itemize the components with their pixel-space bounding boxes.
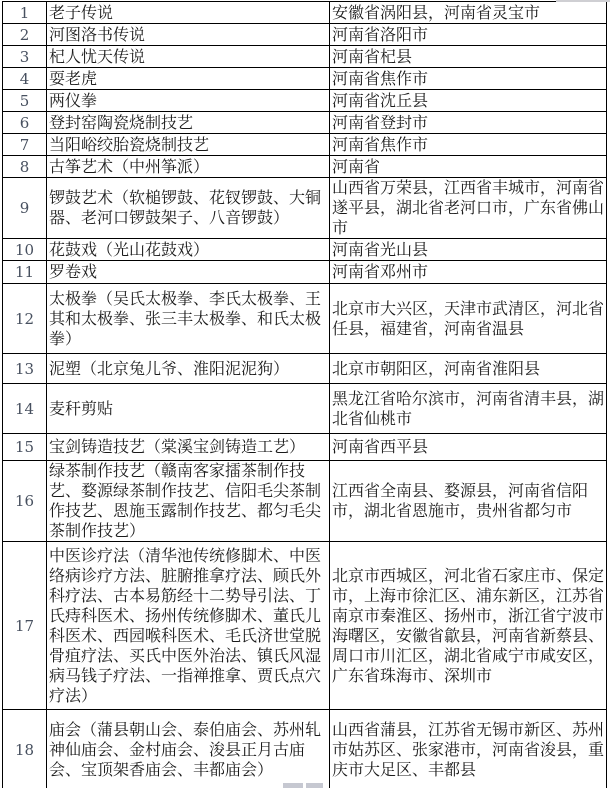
row-number-cell: 4 xyxy=(3,68,47,90)
row-number-cell: 14 xyxy=(3,384,47,434)
item-name-cell: 耍老虎 xyxy=(47,68,330,90)
locations-cell: 安徽省涡阳县，河南省灵宝市 xyxy=(330,2,607,24)
item-name-cell: 花鼓戏（光山花鼓戏） xyxy=(47,239,330,261)
table-row xyxy=(3,239,607,261)
item-name-cell: 登封窑陶瓷烧制技艺 xyxy=(47,112,330,134)
row-number-cell: 16 xyxy=(3,461,47,542)
row-number-cell: 12 xyxy=(3,284,47,354)
locations-cell: 河南省登封市 xyxy=(330,112,607,134)
row-number-cell: 9 xyxy=(3,178,47,239)
table-body xyxy=(3,2,607,788)
row-number-cell: 5 xyxy=(3,90,47,112)
locations-cell: 江西省全南县、婺源县，河南省信阳市，湖北省恩施市，贵州省都匀市 xyxy=(330,461,607,542)
item-name-cell: 绿茶制作技艺（赣南客家擂茶制作技艺、婺源绿茶制作技艺、信阳毛尖茶制作技艺、恩施玉露制作技艺、都匀毛尖茶制作技艺） xyxy=(47,461,330,542)
table-row xyxy=(3,710,607,788)
row-number-cell: 1 xyxy=(3,2,47,24)
item-name-cell: 泥塑（北京兔儿爷、淮阳泥泥狗） xyxy=(47,354,330,384)
item-name-cell: 锣鼓艺术（软槌锣鼓、花钗锣鼓、大铜器、老河口锣鼓架子、八音锣鼓） xyxy=(47,178,330,239)
row-number-cell: 11 xyxy=(3,261,47,284)
row-number-cell: 18 xyxy=(3,710,47,788)
row-number-cell: 15 xyxy=(3,434,47,461)
locations-cell: 北京市西城区，河北省石家庄市、保定市，上海市徐汇区、浦东新区，江苏省南京市秦淮区、扬州市，浙江省宁波市海曙区，安徽省歙县，河南省新蔡县、周口市川汇区，湖北省咸宁市咸安区，广东省珠海市、深圳市 xyxy=(330,542,607,710)
row-number-cell: 8 xyxy=(3,156,47,178)
locations-cell: 河南省焦作市 xyxy=(330,134,607,156)
row-number-cell: 3 xyxy=(3,46,47,68)
item-name-cell: 老子传说 xyxy=(47,2,330,24)
locations-cell: 河南省西平县 xyxy=(330,434,607,461)
locations-cell: 北京市大兴区，天津市武清区，河北省任县，福建省，河南省温县 xyxy=(330,284,607,354)
row-number-cell: 10 xyxy=(3,239,47,261)
row-number-cell: 7 xyxy=(3,134,47,156)
item-name-cell: 古筝艺术（中州筝派） xyxy=(47,156,330,178)
table-row xyxy=(3,542,607,710)
table-row xyxy=(3,134,607,156)
locations-cell: 河南省 xyxy=(330,156,607,178)
item-name-cell: 罗卷戏 xyxy=(47,261,330,284)
locations-cell: 北京市朝阳区，河南省淮阳县 xyxy=(330,354,607,384)
item-name-cell: 河图洛书传说 xyxy=(47,24,330,46)
locations-cell: 河南省邓州市 xyxy=(330,261,607,284)
row-number-cell: 6 xyxy=(3,112,47,134)
table-row xyxy=(3,68,607,90)
item-name-cell: 两仪拳 xyxy=(47,90,330,112)
scrollbar-fragment-icon[interactable] xyxy=(283,783,303,788)
locations-cell: 山西省万荣县，江西省丰城市，河南省遂平县，湖北省老河口市，广东省佛山市 xyxy=(330,178,607,239)
table-row xyxy=(3,90,607,112)
locations-cell: 河南省光山县 xyxy=(330,239,607,261)
table-row xyxy=(3,112,607,134)
table-row xyxy=(3,46,607,68)
table-row xyxy=(3,354,607,384)
row-number-cell: 2 xyxy=(3,24,47,46)
item-name-cell: 杞人忧天传说 xyxy=(47,46,330,68)
table-row xyxy=(3,261,607,284)
locations-cell: 黑龙江省哈尔滨市，河南省清丰县，湖北省仙桃市 xyxy=(330,384,607,434)
locations-cell: 河南省杞县 xyxy=(330,46,607,68)
item-name-cell: 当阳峪绞胎瓷烧制技艺 xyxy=(47,134,330,156)
heritage-table xyxy=(2,1,607,788)
table-row xyxy=(3,156,607,178)
table-row xyxy=(3,384,607,434)
locations-cell: 河南省沈丘县 xyxy=(330,90,607,112)
table-row xyxy=(3,284,607,354)
locations-cell: 山西省蒲县，江苏省无锡市新区、苏州市姑苏区、张家港市，河南省浚县，重庆市大足区、丰都县 xyxy=(330,710,607,788)
item-name-cell: 庙会（蒲县朝山会、泰伯庙会、苏州轧神仙庙会、金村庙会、浚县正月古庙会、宝顶架香庙会、丰都庙会） xyxy=(47,710,330,788)
table-row xyxy=(3,434,607,461)
table-row xyxy=(3,178,607,239)
table-row xyxy=(3,461,607,542)
row-number-cell: 17 xyxy=(3,542,47,710)
window-edge-fragment xyxy=(556,0,610,2)
scrollbar-fragment-icon[interactable] xyxy=(306,783,323,788)
item-name-cell: 中医诊疗法（清华池传统修脚术、中医络病诊疗方法、脏腑推拿疗法、顾氏外科疗法、古本易筋经十二势导引法、丁氏痔科医术、扬州传统修脚术、董氏儿科医术、西园喉科医术、毛氏济世堂脱骨疽疗法、买氏中医外治法、镇氏风湿病马钱子疗法、一指禅推拿、贾氏点穴疗法） xyxy=(47,542,330,710)
item-name-cell: 太极拳（吴氏太极拳、李氏太极拳、王其和太极拳、张三丰太极拳、和氏太极拳） xyxy=(47,284,330,354)
item-name-cell: 麦秆剪贴 xyxy=(47,384,330,434)
locations-cell: 河南省焦作市 xyxy=(330,68,607,90)
row-number-cell: 13 xyxy=(3,354,47,384)
table-row xyxy=(3,2,607,24)
table-row xyxy=(3,24,607,46)
locations-cell: 河南省洛阳市 xyxy=(330,24,607,46)
item-name-cell: 宝剑铸造技艺（棠溪宝剑铸造工艺） xyxy=(47,434,330,461)
